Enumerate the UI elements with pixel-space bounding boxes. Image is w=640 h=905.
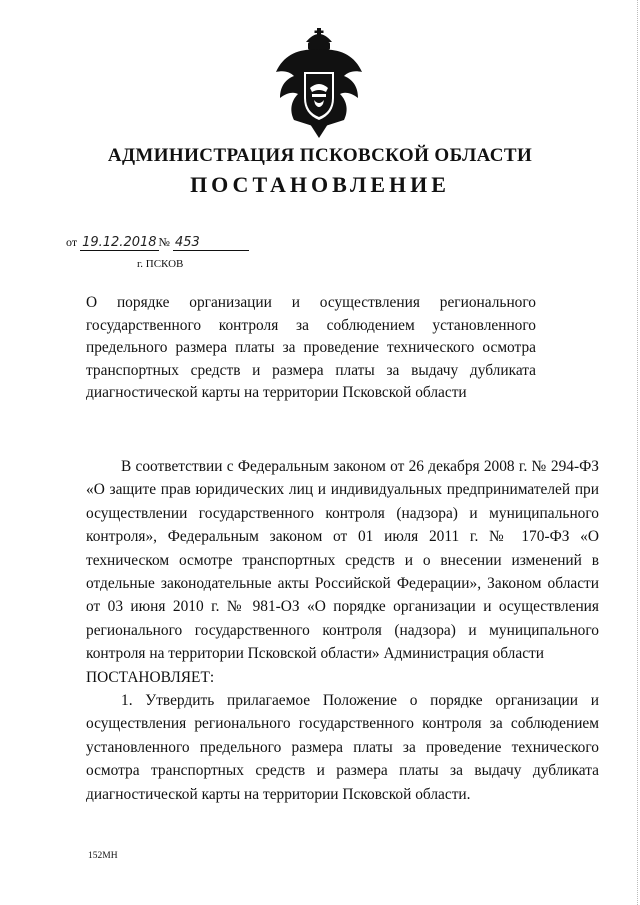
number-underline: [173, 235, 249, 251]
scan-edge-line: [636, 0, 638, 905]
item-1-paragraph: 1. Утвердить прилагаемое Положение о порядке организации и осуществления регионального государственного контроля за соблюдением установленного предельного размера платы за проведение технического осмотра транспортных средств и размера платы за выдачу дубликата диагностической карты на территории Псковской области.: [86, 692, 599, 803]
date-underline: [80, 235, 158, 251]
document-type-heading: ПОСТАНОВЛЕНИЕ: [190, 172, 450, 197]
registration-number: 453: [174, 235, 200, 250]
organization-title: АДМИНИСТРАЦИЯ ПСКОВСКОЙ ОБЛАСТИ: [107, 145, 533, 166]
resolves-heading: ПОСТАНОВЛЯЕТ:: [86, 668, 215, 686]
document-body: [86, 455, 599, 806]
date-prefix: от: [66, 235, 78, 249]
preamble-paragraph: В соответствии с Федеральным законом от 26 декабря 2008 г. № 294-ФЗ «О защите прав юридических лиц и индивидуальных предпринимателей при осуществлении государственного контроля (надзора) и муниципального контроля», Федеральным законом от 01 июля 2011 г. № 170-ФЗ «О техническом осмотре транспортных средств и о внесении изменений в отдельные законодательные акты Российской Федерации», Законом области от 03 июня 2010 г. № 981-ОЗ «О порядке организации и осуществления регионального государственного контроля (надзора) и муниципального контроля на территории Псковской области» Администрация области: [86, 458, 599, 663]
pskov-coat-of-arms-icon: [270, 28, 368, 138]
city: г. ПСКОВ: [137, 258, 184, 270]
registration-line: [66, 235, 249, 251]
document-title: О порядке организации и осуществления регионального государственного контроля за соблюдением установленного предельного размера платы за проведение технического осмотра транспортных средств и размера платы за выдачу дубликата диагностической карты на территории Псковской области: [86, 294, 536, 401]
number-prefix: №: [158, 235, 170, 249]
registration-date: 19.12.2018: [82, 235, 157, 250]
footer-code: 152МН: [88, 851, 118, 861]
